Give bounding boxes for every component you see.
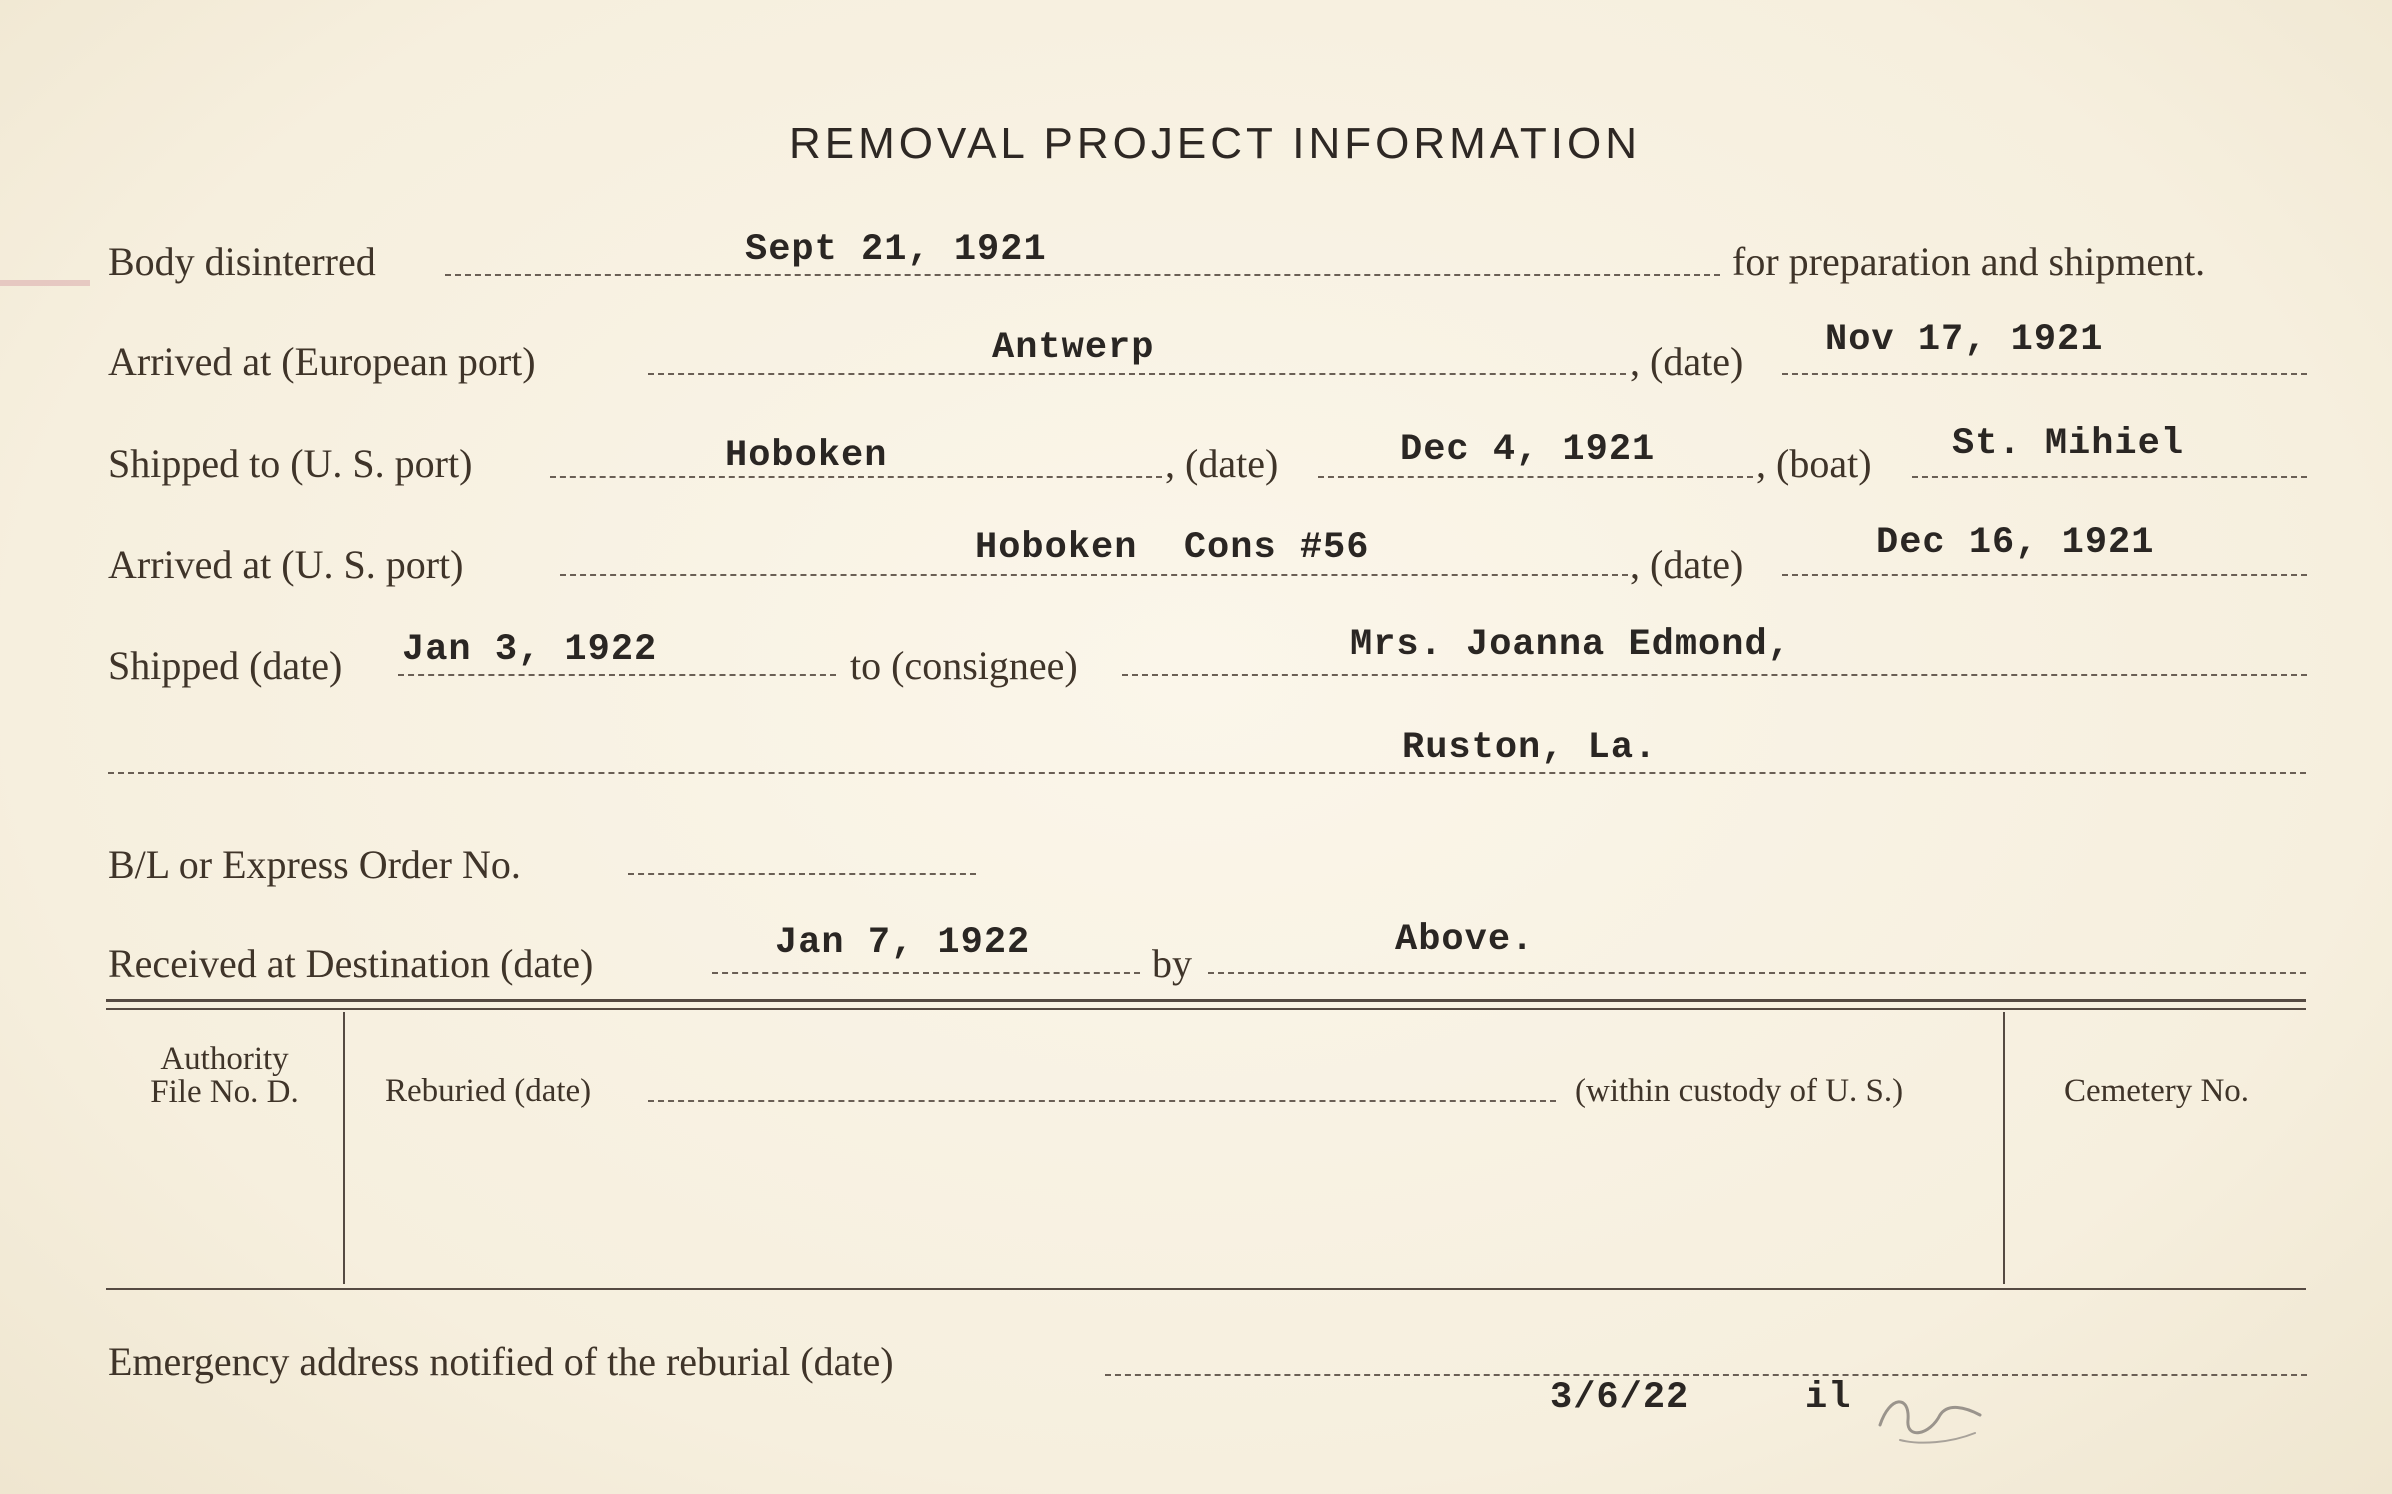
reburied-label: Reburied (date)	[385, 1073, 592, 1109]
arrived-european-date-line	[1782, 373, 2307, 375]
arrived-european-value: Antwerp	[992, 327, 1155, 369]
consignee-address-line	[108, 772, 2306, 774]
consignee-address: Ruston, La.	[1402, 727, 1658, 769]
received-by-label: by	[1152, 941, 1192, 986]
arrived-us-date-value: Dec 16, 1921	[1876, 522, 2155, 564]
edge-stain	[0, 280, 90, 286]
arrived-european-line	[648, 373, 1626, 375]
consignee-label: to (consignee)	[850, 643, 1078, 688]
arrived-us-date-line	[1782, 574, 2307, 576]
body-disinterred-value: Sept 21, 1921	[745, 229, 1047, 271]
box-divider-left	[343, 1012, 345, 1284]
bl-order-label: B/L or Express Order No.	[108, 842, 521, 887]
shipped-to-us-date-value: Dec 4, 1921	[1400, 429, 1656, 471]
shipped-date-value: Jan 3, 1922	[402, 629, 658, 671]
pencil-scribble-icon	[1870, 1385, 1990, 1455]
shipped-to-us-value: Hoboken	[725, 435, 888, 477]
shipped-to-us-label: Shipped to (U. S. port)	[108, 441, 473, 486]
emergency-label: Emergency address notified of the reburial (date)	[108, 1339, 894, 1384]
shipped-to-us-boat-line	[1912, 476, 2307, 478]
cemetery-label: Cemetery No.	[2063, 1073, 2250, 1109]
arrived-european-date-value: Nov 17, 1921	[1825, 319, 2104, 361]
received-label: Received at Destination (date)	[108, 941, 594, 986]
emergency-date-value: 3/6/22	[1550, 1377, 1690, 1419]
consignee-name: Mrs. Joanna Edmond,	[1350, 624, 1791, 666]
body-disinterred-label: Body disinterred	[108, 239, 376, 284]
arrived-us-line	[560, 574, 1628, 576]
shipped-to-us-date-line	[1318, 476, 1753, 478]
arrived-european-date-label: , (date)	[1630, 339, 1744, 384]
shipped-to-us-date-label: , (date)	[1165, 441, 1279, 486]
arrived-us-value: Hoboken Cons #56	[975, 527, 1370, 569]
received-date-line	[712, 972, 1140, 974]
double-rule-bottom	[106, 1008, 2306, 1010]
received-by-value: Above.	[1395, 919, 1535, 961]
form-title-text: REMOVAL PROJECT INFORMATION	[789, 119, 1641, 168]
reburied-line	[648, 1100, 1556, 1102]
received-date-value: Jan 7, 1922	[775, 922, 1031, 964]
consignee-line	[1122, 674, 2307, 676]
double-rule-top	[106, 999, 2306, 1002]
file-no-label: File No. D.	[150, 1074, 299, 1110]
received-by-line	[1208, 972, 2306, 974]
emergency-line	[1105, 1374, 2307, 1376]
box-bottom-rule	[106, 1288, 2306, 1290]
shipped-to-us-boat-value: St. Mihiel	[1952, 423, 2185, 465]
arrived-us-label: Arrived at (U. S. port)	[108, 542, 464, 587]
custody-label: (within custody of U. S.)	[1575, 1073, 1904, 1109]
emergency-initials: il	[1805, 1377, 1852, 1419]
box-divider-right	[2003, 1012, 2005, 1284]
body-disinterred-line	[445, 274, 1720, 276]
shipped-date-label: Shipped (date)	[108, 643, 343, 688]
shipped-to-us-boat-label: , (boat)	[1756, 441, 1872, 486]
arrived-european-label: Arrived at (European port)	[108, 339, 536, 384]
arrived-us-date-label: , (date)	[1630, 542, 1744, 587]
body-disinterred-suffix: for preparation and shipment.	[1732, 239, 2206, 284]
authority-label: Authority	[160, 1041, 289, 1077]
bl-order-line	[628, 873, 976, 875]
form-title	[0, 119, 2392, 168]
shipped-date-line	[398, 674, 836, 676]
